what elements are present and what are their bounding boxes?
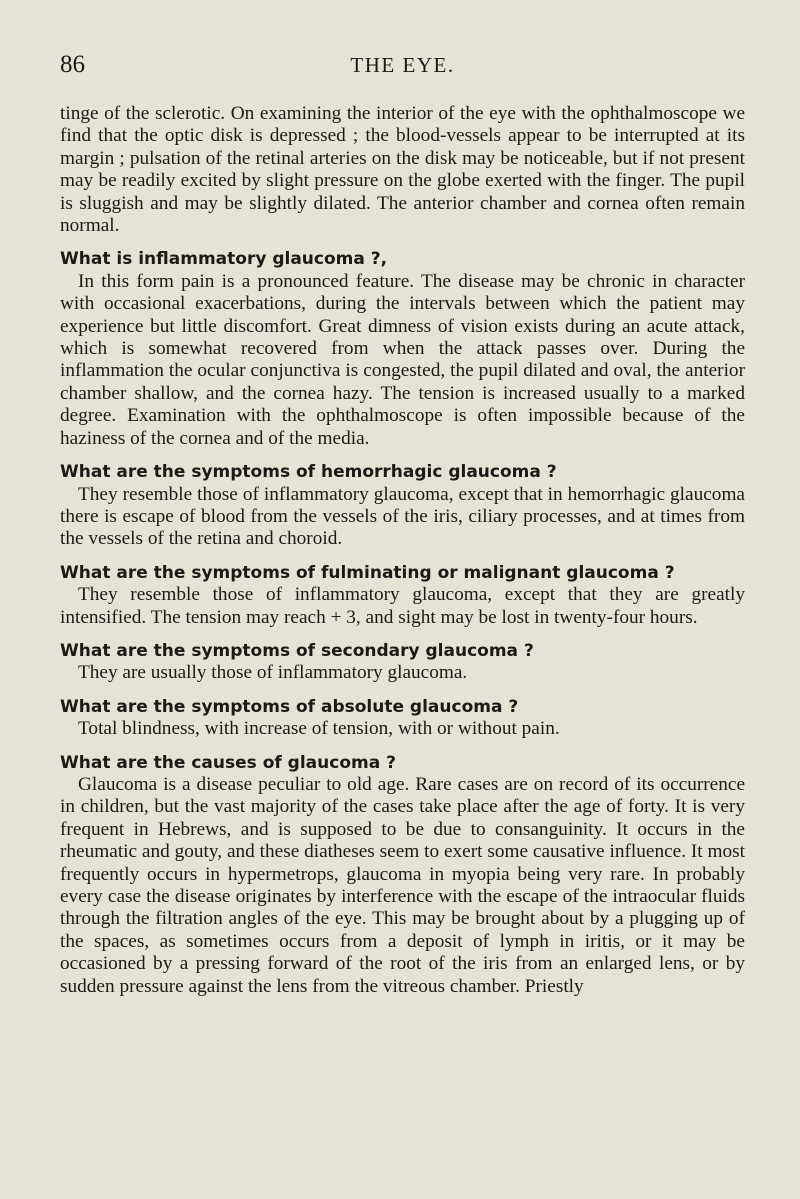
qa-section-causes bbox=[60, 752, 745, 998]
qa-section-hemorrhagic bbox=[60, 461, 745, 551]
qa-section-fulminating bbox=[60, 562, 745, 629]
answer-paragraph: They resemble those of inflammatory glaucoma, except that in hemorrhagic glaucoma there is escape of blood from the vessels of the iris, ciliary processes, and at times from the vessels of the retina and choroid. bbox=[60, 483, 745, 550]
body-text bbox=[60, 103, 745, 998]
page-number: 86 bbox=[60, 51, 85, 78]
running-head bbox=[60, 50, 745, 80]
question-heading: What are the symptoms of fulminating or malignant glaucoma ? bbox=[60, 562, 675, 583]
answer-paragraph: They are usually those of inflammatory glaucoma. bbox=[78, 662, 468, 684]
answer-paragraph: Total blindness, with increase of tension, with or without pain. bbox=[78, 718, 560, 740]
running-title: THE EYE. bbox=[350, 53, 455, 77]
question-heading: What is inflammatory glaucoma ?, bbox=[60, 249, 388, 270]
intro-paragraph: tinge of the sclerotic. On examining the interior of the eye with the ophthalmoscope we find that the optic disk is depressed ; the blood-vessels appear to be interrupted at its margin ; pulsation of the retinal arteries on the disk may be noticeable, but if not present may be readily excited by slight pressure on the globe exerted with the finger. The pupil is sluggish and may be slightly dilated. The anterior chamber and cornea often remain normal. bbox=[60, 103, 745, 237]
question-heading: What are the symptoms of absolute glaucoma ? bbox=[60, 696, 519, 717]
qa-section-secondary bbox=[60, 640, 745, 685]
question-heading: What are the symptoms of hemorrhagic glaucoma ? bbox=[60, 462, 557, 483]
qa-section-inflammatory bbox=[60, 248, 745, 450]
answer-paragraph: In this form pain is a pronounced feature. The disease may be chronic in character with occasional exacerbations, during the intervals between which the patient may experience but little discomfort. Great dimness of vision exists during an acute attack, which is somewhat recovered from when the attack passes over. During the inflammation the ocular conjunctiva is congested, the pupil dilated and oval, the anterior chamber shallow, and the cornea hazy. The tension is increased usually to a marked degree. Examination with the ophthalmoscope is often impossible because of the haziness of the cornea and of the media. bbox=[60, 270, 745, 449]
question-heading: What are the symptoms of secondary glaucoma ? bbox=[60, 640, 534, 661]
answer-paragraph: They resemble those of inflammatory glaucoma, except that they are greatly intensified. The tension may reach + 3, and sight may be lost in twenty-four hours. bbox=[60, 584, 745, 628]
qa-section-absolute bbox=[60, 696, 745, 741]
answer-paragraph: Glaucoma is a disease peculiar to old age. Rare cases are on record of its occurrence in children, but the vast majority of the cases take place after the age of forty. It is very frequent in Hebrews, and is supposed to be due to consanguinity. It occurs in the rheumatic and gouty, and these diatheses seem to exert some causative influence. It most frequently occurs in hypermetrops, glaucoma in myopia being very rare. In probably every case the disease originates by interference with the escape of the intraocular fluids through the filtration angles of the eye. This may be brought about by a plugging up of the spaces, as sometimes occurs from a deposit of lymph in iritis, or it may be occasioned by a pressing forward of the root of the iris from an enlarged lens, or by sudden pressure against the lens from the vitreous chamber. Priestly bbox=[60, 773, 745, 997]
question-heading: What are the causes of glaucoma ? bbox=[60, 752, 396, 773]
